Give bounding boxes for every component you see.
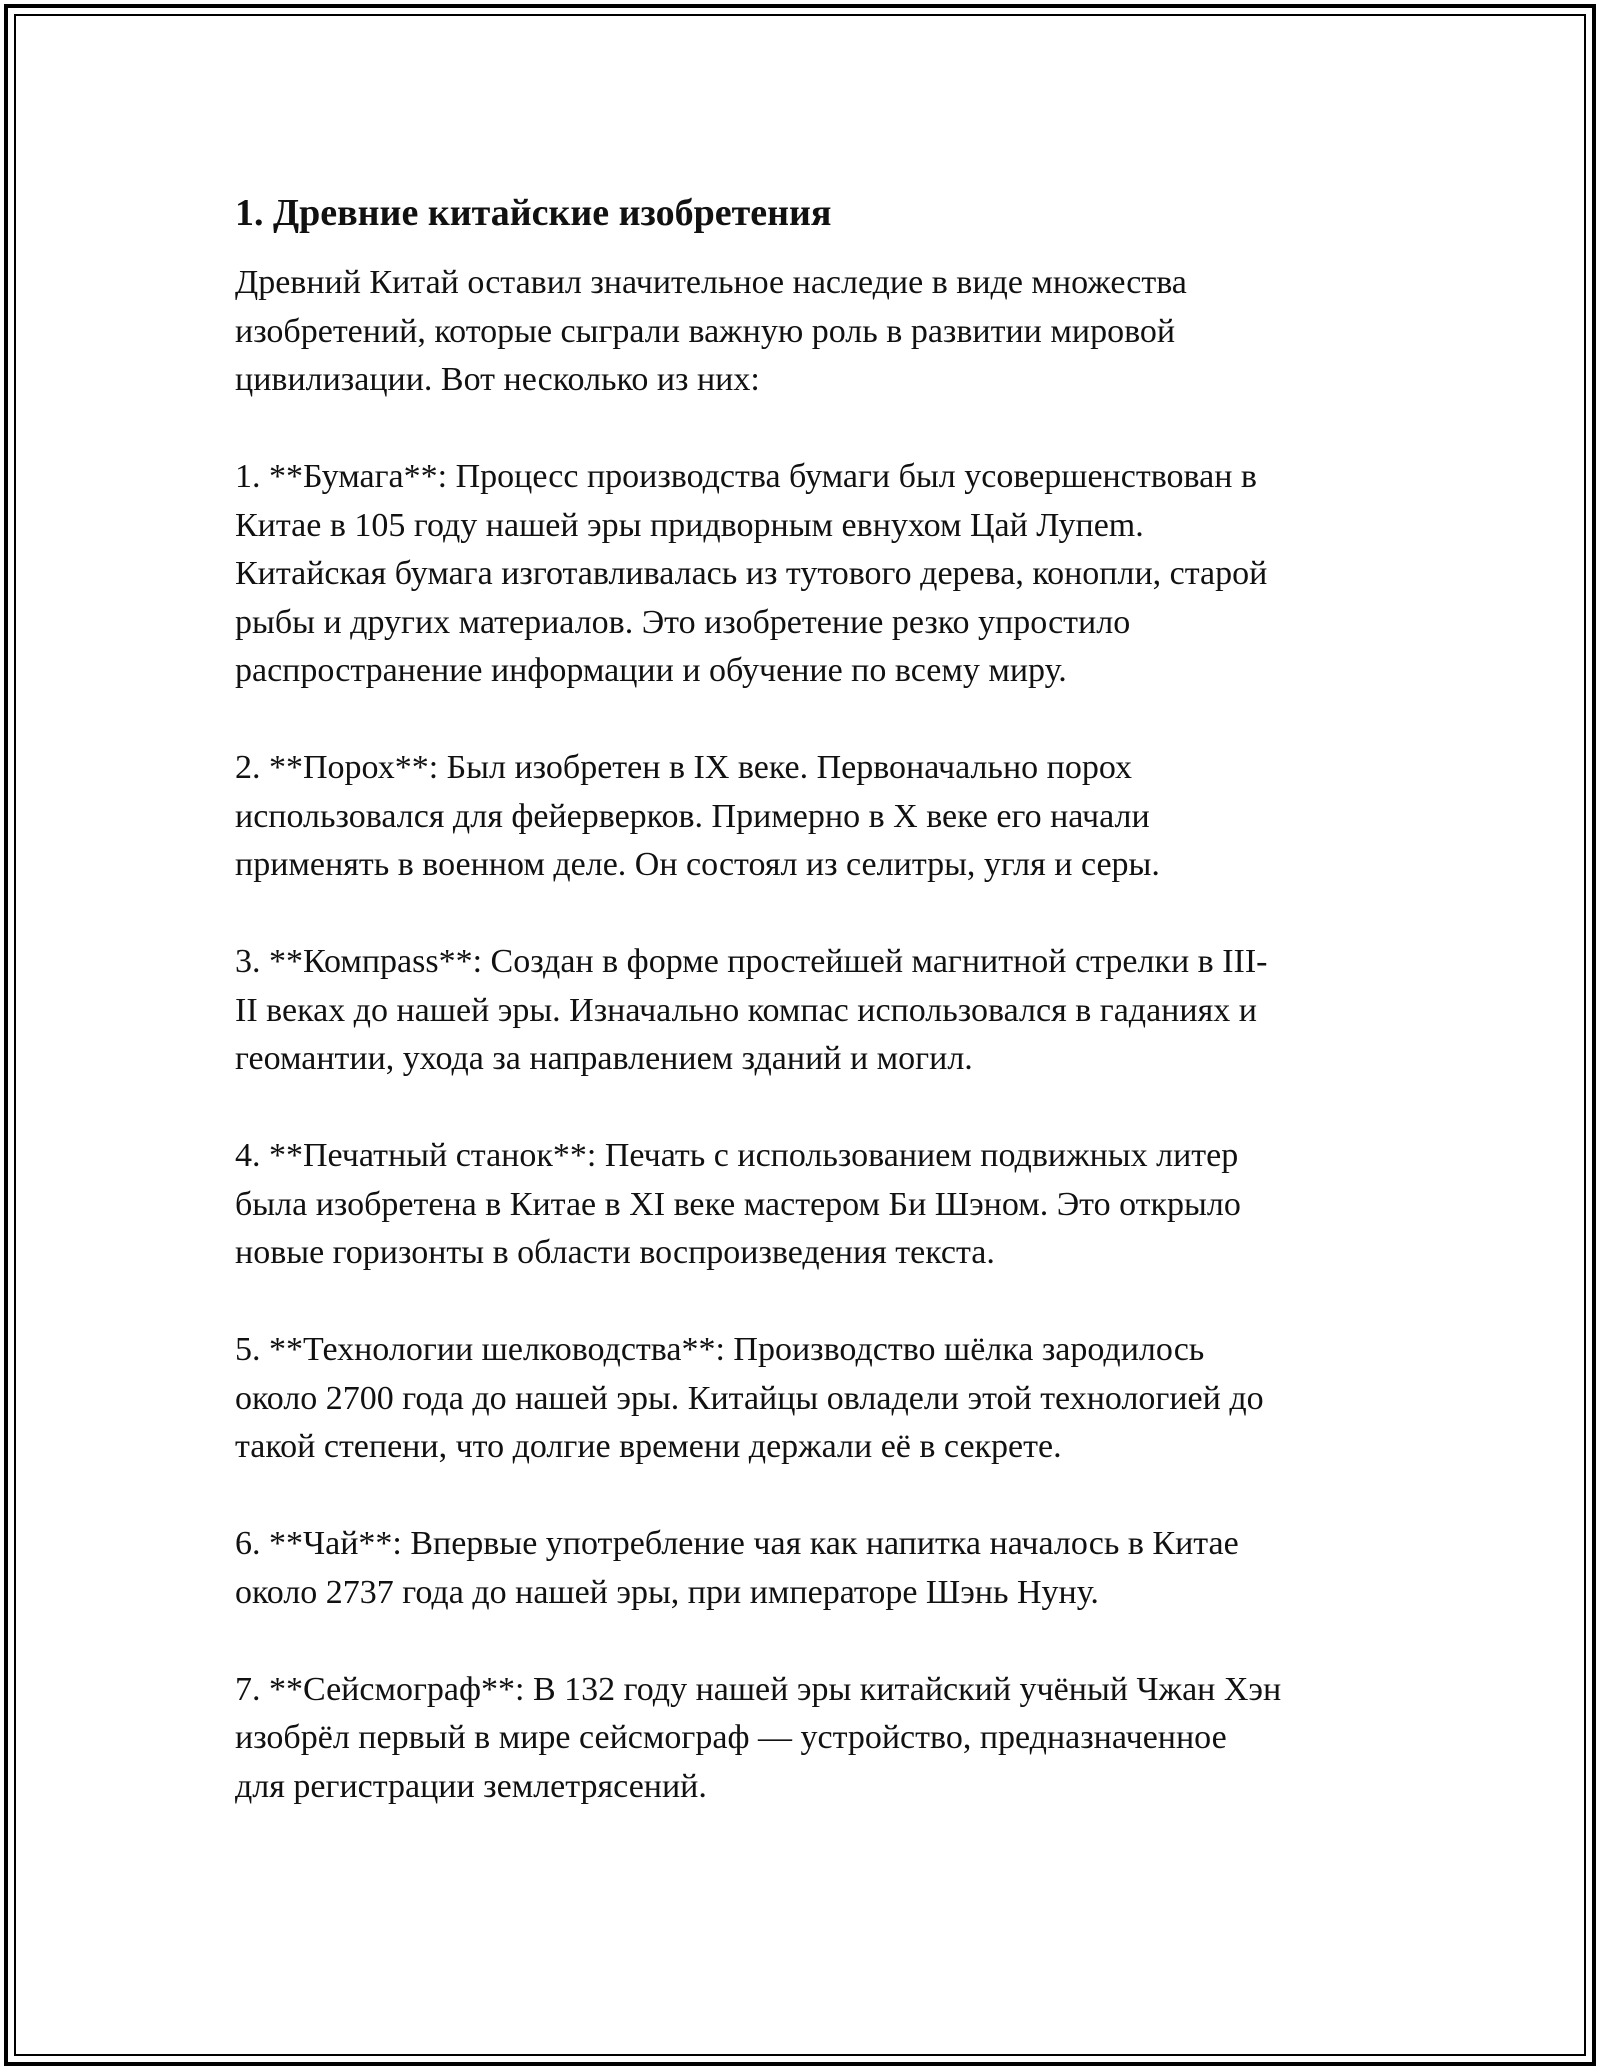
text-line: рыбы и других материалов. Это изобретение резко упростило	[235, 603, 1131, 641]
list-item-printing	[235, 1132, 1375, 1278]
text-line: 5. **Технологии шелководства**: Производство шёлка зародилось	[235, 1331, 1205, 1368]
document-title: 1. Древние китайские изобретения	[235, 192, 832, 234]
text-line: II веках до нашей эры. Изначально компас использовался в гаданиях и	[235, 991, 1257, 1029]
list-item-compass	[235, 938, 1375, 1084]
text-line: использовался для фейерверков. Примерно в X веке его начали	[235, 797, 1150, 835]
list-item-tea	[235, 1520, 1375, 1617]
text-line: была изобретена в Китае в XI веке мастером Би Шэном. Это открыло	[235, 1185, 1241, 1223]
intro-paragraph	[235, 259, 1375, 405]
text-line: Китае в 105 году нашей эры придворным евнухом Цай Лупеm.	[235, 506, 1144, 544]
text-line: применять в военном деле. Он состоял из селитры, угля и серы.	[235, 846, 1160, 883]
text-line: 1. **Бумага**: Процесс производства бумаги был усовершенствован в	[235, 458, 1257, 495]
text-line: Китайская бумага изготавливалась из тутового дерева, конопли, старой	[235, 555, 1268, 592]
document-content	[235, 185, 1375, 1860]
text-line: около 2737 года до нашей эры, при императоре Шэнь Нуну.	[235, 1573, 1099, 1611]
text-line: для регистрации землетрясений.	[235, 1767, 707, 1805]
text-line: изобретений, которые сыграли важную роль в развитии мировой	[235, 312, 1176, 350]
text-line: изобрёл первый в мире сейсмограф — устройство, предназначенное	[235, 1719, 1227, 1756]
text-line: 4. **Печатный станок**: Печать с использованием подвижных литер	[235, 1137, 1239, 1174]
text-line: Древний Китай оставил значительное наследие в виде множества	[235, 264, 1187, 301]
list-item-gunpowder	[235, 744, 1375, 890]
text-line: 3. **Компpass**: Создан в форме простейшей магнитной стрелки в III-	[235, 943, 1268, 980]
list-item-silk	[235, 1326, 1375, 1472]
text-line: цивилизации. Вот несколько из них:	[235, 361, 760, 398]
text-line: геомантии, ухода за направлением зданий и могил.	[235, 1040, 973, 1077]
text-line: около 2700 года до нашей эры. Китайцы овладели этой технологией до	[235, 1379, 1264, 1417]
text-line: 2. **Порох**: Был изобретен в IX веке. Первоначально порох	[235, 749, 1132, 786]
text-line: 7. **Сейсмограф**: В 132 году нашей эры китайский учёный Чжан Хэн	[235, 1670, 1282, 1708]
list-item-seismograph	[235, 1666, 1375, 1812]
text-line: новые горизонты в области воспроизведения текста.	[235, 1234, 995, 1271]
text-line: такой степени, что долгие времени держали её в секрете.	[235, 1428, 1062, 1465]
text-line: 6. **Чай**: Впервые употребление чая как напитка началось в Китае	[235, 1525, 1239, 1562]
list-item-paper	[235, 453, 1375, 696]
text-line: распространение информации и обучение по всему миру.	[235, 652, 1067, 689]
